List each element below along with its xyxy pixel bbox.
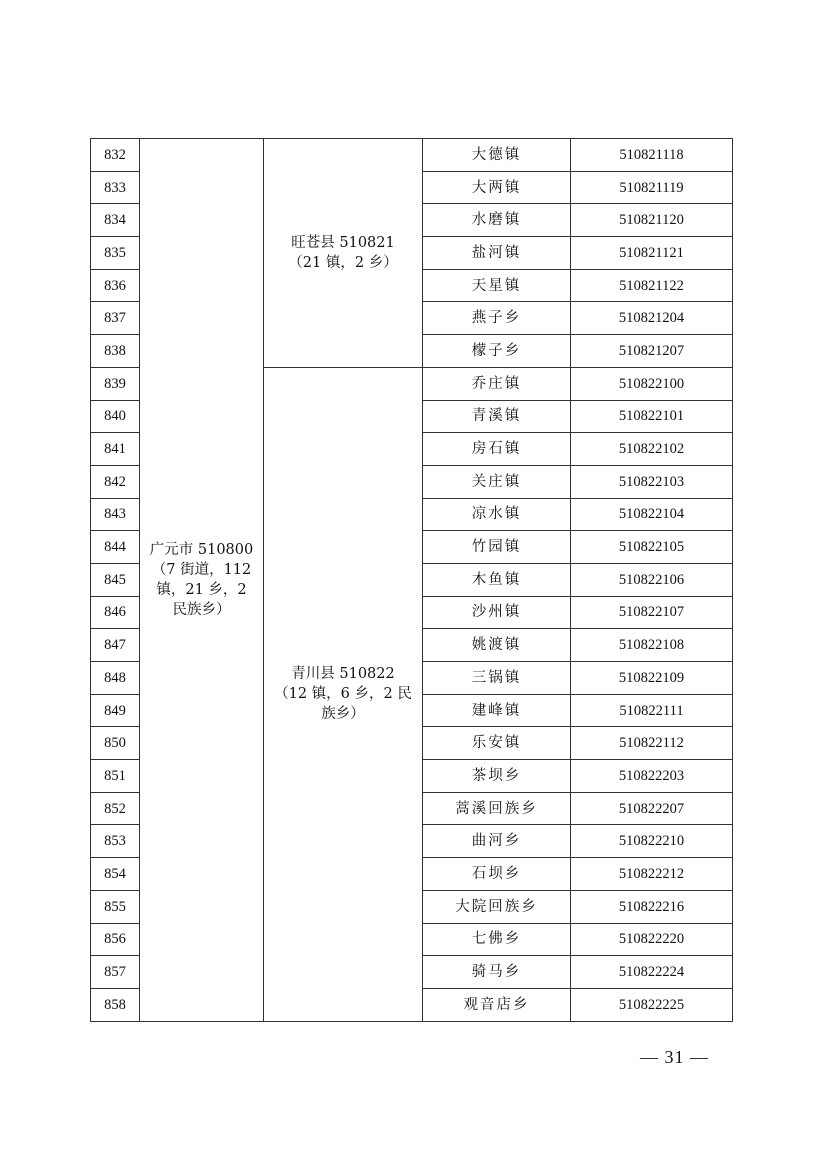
row-number: 833 bbox=[91, 171, 140, 204]
division-code: 510822207 bbox=[571, 792, 733, 825]
town-name: 曲河乡 bbox=[423, 825, 571, 858]
town-name: 竹园镇 bbox=[423, 531, 571, 564]
town-name: 燕子乡 bbox=[423, 302, 571, 335]
row-number: 832 bbox=[91, 139, 140, 172]
city-detail-3: 民族乡） bbox=[172, 601, 231, 618]
row-number: 845 bbox=[91, 563, 140, 596]
row-number: 847 bbox=[91, 629, 140, 662]
division-code: 510822225 bbox=[571, 988, 733, 1021]
row-number: 835 bbox=[91, 237, 140, 270]
town-name: 姚渡镇 bbox=[423, 629, 571, 662]
division-code: 510822102 bbox=[571, 433, 733, 466]
division-code: 510821120 bbox=[571, 204, 733, 237]
division-code: 510822100 bbox=[571, 367, 733, 400]
row-number: 844 bbox=[91, 531, 140, 564]
town-name: 茶坝乡 bbox=[423, 760, 571, 793]
row-number: 855 bbox=[91, 890, 140, 923]
row-number: 848 bbox=[91, 662, 140, 695]
division-code: 510822106 bbox=[571, 563, 733, 596]
division-code: 510822112 bbox=[571, 727, 733, 760]
town-name: 骑马乡 bbox=[423, 956, 571, 989]
division-code: 510822212 bbox=[571, 858, 733, 891]
division-code: 510822224 bbox=[571, 956, 733, 989]
division-code: 510822216 bbox=[571, 890, 733, 923]
division-code: 510822220 bbox=[571, 923, 733, 956]
town-name: 檬子乡 bbox=[423, 335, 571, 368]
town-name: 观音店乡 bbox=[423, 988, 571, 1021]
division-code: 510821118 bbox=[571, 139, 733, 172]
town-name: 蒿溪回族乡 bbox=[423, 792, 571, 825]
row-number: 839 bbox=[91, 367, 140, 400]
division-code: 510822103 bbox=[571, 465, 733, 498]
row-number: 858 bbox=[91, 988, 140, 1021]
row-number: 857 bbox=[91, 956, 140, 989]
division-code: 510821119 bbox=[571, 171, 733, 204]
city-name: 广元市 510800 bbox=[149, 541, 254, 558]
row-number: 841 bbox=[91, 433, 140, 466]
division-code: 510821122 bbox=[571, 269, 733, 302]
town-name: 关庄镇 bbox=[423, 465, 571, 498]
county-cell bbox=[264, 139, 423, 368]
row-number: 836 bbox=[91, 269, 140, 302]
row-number: 842 bbox=[91, 465, 140, 498]
row-number: 852 bbox=[91, 792, 140, 825]
county-detail-2: 族乡） bbox=[321, 706, 365, 723]
row-number: 837 bbox=[91, 302, 140, 335]
town-name: 建峰镇 bbox=[423, 694, 571, 727]
table-row bbox=[91, 139, 733, 172]
page-number: — 31 — bbox=[640, 1047, 709, 1067]
town-name: 乐安镇 bbox=[423, 727, 571, 760]
county-name: 旺苍县 510821 bbox=[291, 234, 395, 251]
division-code: 510821204 bbox=[571, 302, 733, 335]
division-code: 510822203 bbox=[571, 760, 733, 793]
town-name: 房石镇 bbox=[423, 433, 571, 466]
row-number: 856 bbox=[91, 923, 140, 956]
town-name: 青溪镇 bbox=[423, 400, 571, 433]
town-name: 沙州镇 bbox=[423, 596, 571, 629]
town-name: 木鱼镇 bbox=[423, 563, 571, 596]
town-name: 盐河镇 bbox=[423, 237, 571, 270]
county-detail-1: （21 镇，2 乡） bbox=[288, 254, 398, 271]
division-code: 510822108 bbox=[571, 629, 733, 662]
division-code: 510822105 bbox=[571, 531, 733, 564]
division-code: 510822101 bbox=[571, 400, 733, 433]
row-number: 853 bbox=[91, 825, 140, 858]
division-code: 510822111 bbox=[571, 694, 733, 727]
town-name: 天星镇 bbox=[423, 269, 571, 302]
town-name: 大德镇 bbox=[423, 139, 571, 172]
division-code: 510821207 bbox=[571, 335, 733, 368]
county-name: 青川县 510822 bbox=[291, 666, 395, 683]
division-code: 510822104 bbox=[571, 498, 733, 531]
row-number: 838 bbox=[91, 335, 140, 368]
town-name: 石坝乡 bbox=[423, 858, 571, 891]
division-code: 510821121 bbox=[571, 237, 733, 270]
division-table bbox=[90, 138, 733, 1022]
row-number: 850 bbox=[91, 727, 140, 760]
town-name: 大院回族乡 bbox=[423, 890, 571, 923]
town-name: 七佛乡 bbox=[423, 923, 571, 956]
city-cell bbox=[140, 139, 264, 1022]
city-detail-1: （7 街道，112 bbox=[151, 561, 252, 578]
row-number: 840 bbox=[91, 400, 140, 433]
row-number: 843 bbox=[91, 498, 140, 531]
row-number: 849 bbox=[91, 694, 140, 727]
division-code: 510822210 bbox=[571, 825, 733, 858]
town-name: 三锅镇 bbox=[423, 662, 571, 695]
division-code: 510822107 bbox=[571, 596, 733, 629]
town-name: 水磨镇 bbox=[423, 204, 571, 237]
division-code: 510822109 bbox=[571, 662, 733, 695]
row-number: 834 bbox=[91, 204, 140, 237]
county-detail-1: （12 镇，6 乡，2 民 bbox=[274, 686, 412, 703]
row-number: 854 bbox=[91, 858, 140, 891]
town-name: 凉水镇 bbox=[423, 498, 571, 531]
county-cell bbox=[264, 367, 423, 1021]
town-name: 大两镇 bbox=[423, 171, 571, 204]
division-table-body bbox=[91, 139, 733, 1022]
town-name: 乔庄镇 bbox=[423, 367, 571, 400]
city-detail-2: 镇，21 乡，2 bbox=[156, 581, 247, 598]
row-number: 846 bbox=[91, 596, 140, 629]
row-number: 851 bbox=[91, 760, 140, 793]
